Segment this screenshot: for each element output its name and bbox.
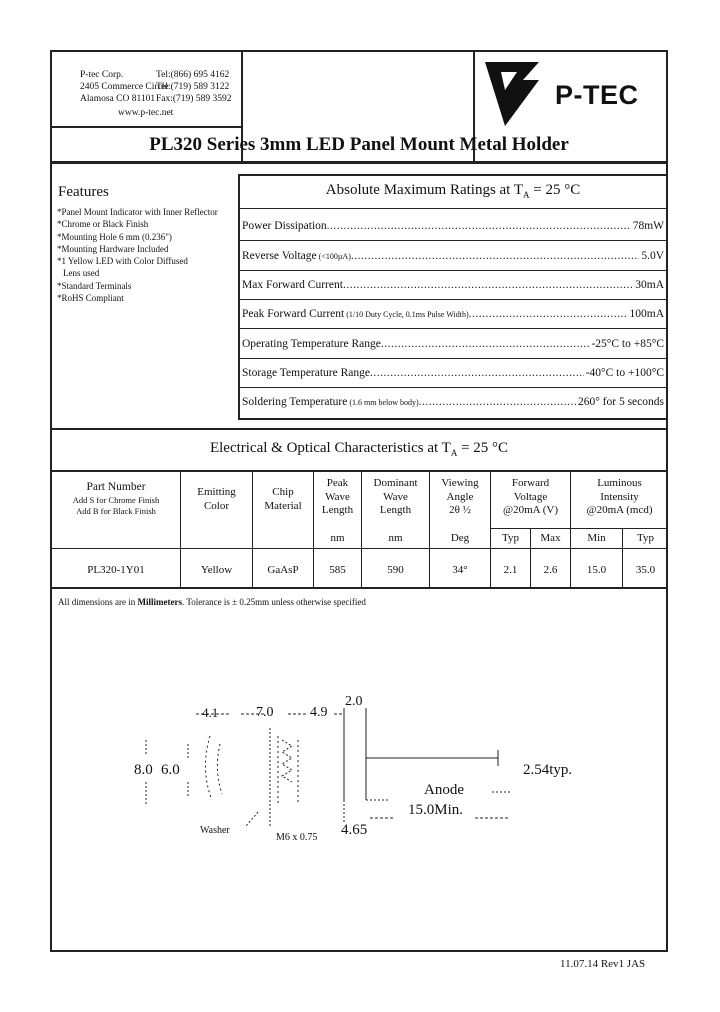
- dimension-note: All dimensions are in Millimeters. Tolerance is ± 0.25mm unless otherwise specified: [58, 597, 366, 607]
- dim-2-54: 2.54typ.: [523, 762, 573, 778]
- table-top-rule: [50, 470, 668, 472]
- anode-label: Anode: [424, 782, 464, 798]
- electrical-top-rule: [50, 428, 668, 430]
- company-name: P-tec Corp.: [80, 70, 124, 80]
- washer-label: Washer: [200, 825, 230, 836]
- p-tec-logo-icon: [483, 60, 553, 128]
- dim-8-0: 8.0: [134, 762, 153, 778]
- logo-text: P-TEC: [555, 80, 639, 110]
- table-row-angle: 34°: [452, 564, 468, 576]
- unit-vf-max: Max: [540, 532, 561, 544]
- revision-footer: 11.07.14 Rev1 JAS: [560, 958, 646, 970]
- feature-item: Lens used: [63, 268, 100, 279]
- table-row-color: Yellow: [200, 564, 233, 576]
- table-row-iv-typ: 35.0: [635, 564, 656, 576]
- rating-row-power: Power Dissipation ..... 78mW: [242, 220, 664, 232]
- rating-row-storage-temp: Storage Temperature Range ..... -40°C to +100°C: [242, 367, 664, 379]
- table-row-dominant: 590: [387, 564, 404, 576]
- table-row-chip: GaAsP: [267, 564, 299, 576]
- feature-item: *Standard Terminals: [57, 280, 132, 291]
- company-city: Alamosa CO 81101: [80, 94, 156, 104]
- table-row-peak: 585: [329, 564, 346, 576]
- absolute-max-ratings: [238, 174, 668, 420]
- feature-item: *Mounting Hardware Included: [57, 243, 169, 254]
- col-forward-voltage: Forward Voltage @20mA (V): [502, 477, 559, 516]
- dim-4-65: 4.65: [341, 822, 368, 838]
- table-bottom-rule: [50, 587, 668, 589]
- rating-row-peak-forward: Peak Forward Current (1/10 Duty Cycle, 0.1ms Pulse Width) ..... 100mA: [242, 308, 664, 320]
- rating-row-reverse-voltage: Reverse Voltage (<100µA) ..... 5.0V: [242, 250, 664, 262]
- table-row-part: PL320-1Y01: [87, 564, 145, 576]
- rating-row-operating-temp: Operating Temperature Range ..... -25°C to +85°C: [242, 338, 664, 350]
- col-viewing-angle: Viewing Angle 2θ ½: [441, 477, 479, 516]
- feature-item: *RoHS Compliant: [57, 293, 124, 304]
- table-header-rule: [50, 548, 668, 549]
- feature-item: *Chrome or Black Finish: [57, 219, 149, 230]
- thread-label: M6 x 0.75: [276, 832, 318, 843]
- unit-vf-typ: Typ: [502, 532, 519, 544]
- col-luminous-intensity: Luminous Intensity @20mA (mcd): [586, 477, 653, 516]
- feature-item: *1 Yellow LED with Color Diffused: [57, 256, 188, 267]
- col-part-number: Part Number Add S for Chrome Finish Add B for Black Finish: [72, 481, 160, 516]
- contact-right: [156, 69, 231, 105]
- mechanical-drawing: [130, 700, 510, 840]
- unit-viewing: Deg: [450, 532, 470, 544]
- title-bottom-rule: [50, 162, 668, 164]
- dim-4-1: 4.1: [202, 705, 219, 720]
- company-address: 2405 Commerce Circle: [80, 82, 169, 92]
- dim-4-9: 4.9: [310, 705, 328, 720]
- dim-6-0: 6.0: [161, 762, 180, 778]
- ratings-heading: Absolute Maximum Ratings at $T_A = 25$ °C: [325, 182, 581, 200]
- col-peak-wavelength: Peak Wave Length: [321, 477, 354, 516]
- fax: Fax:(719) 589 3592: [156, 94, 232, 104]
- page-title: PL320 Series 3mm LED Panel Mount Metal Holder: [149, 134, 569, 155]
- col-chip-material: Chip Material: [264, 486, 302, 512]
- table-row-vf-max: 2.6: [543, 564, 558, 576]
- table-row-vf-typ: 2.1: [503, 564, 518, 576]
- unit-peak: nm: [330, 532, 345, 544]
- dim-2-0: 2.0: [345, 694, 363, 709]
- phone-1: Tel:(866) 695 4162: [156, 70, 230, 80]
- unit-iv-typ: Typ: [637, 532, 654, 544]
- table-row-iv-min: 15.0: [586, 564, 607, 576]
- features-list: [57, 206, 218, 304]
- contact-divider: [50, 126, 241, 128]
- unit-dominant: nm: [388, 532, 403, 544]
- feature-item: *Panel Mount Indicator with Inner Reflector: [57, 207, 218, 217]
- features-heading: Features: [58, 184, 109, 200]
- col-emitting-color: Emitting Color: [197, 486, 236, 512]
- rating-row-max-forward: Max Forward Current ..... 30mA: [242, 279, 664, 291]
- feature-item: *Mounting Hole 6 mm (0.236"): [57, 231, 172, 242]
- electrical-heading: Electrical & Optical Characteristics at $T_A = 25$ °C: [209, 440, 509, 458]
- col-dominant-wavelength: Dominant Wave Length: [373, 477, 418, 516]
- unit-iv-min: Min: [587, 532, 606, 544]
- phone-2: Tel:(719) 589 3122: [156, 82, 230, 92]
- dim-15-0: 15.0Min.: [408, 802, 464, 818]
- website: www.p-tec.net: [118, 108, 174, 118]
- rating-row-soldering-temp: Soldering Temperature (1.6 mm below body) ..... 260° for 5 seconds: [242, 396, 664, 408]
- dim-7-0: 7.0: [256, 705, 274, 720]
